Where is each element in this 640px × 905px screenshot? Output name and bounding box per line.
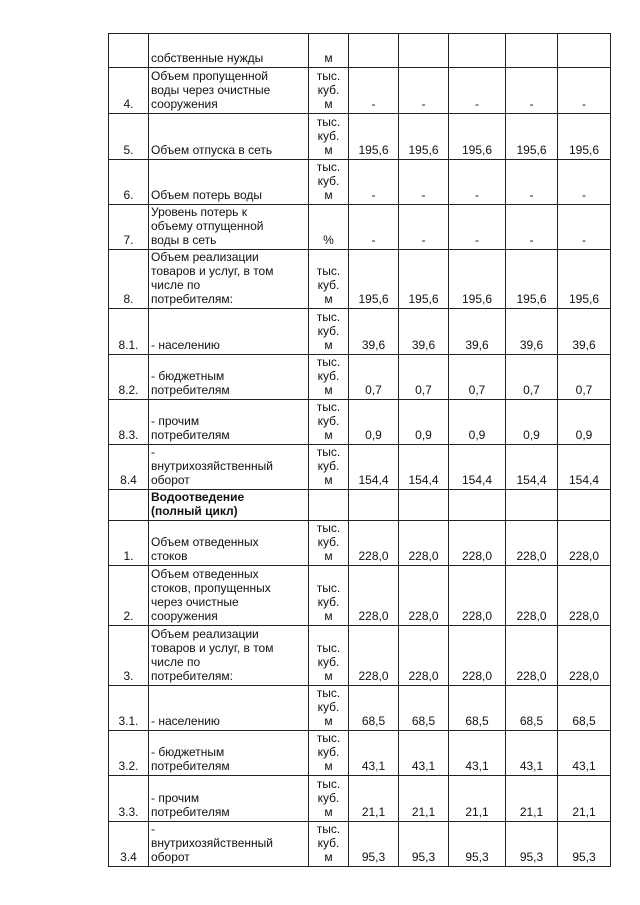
row-value [558, 490, 611, 521]
row-value: 154,4 [506, 445, 558, 490]
row-unit: м [309, 34, 349, 68]
row-value: 39,6 [349, 309, 399, 355]
table-row [109, 686, 611, 731]
row-value: 154,4 [558, 445, 611, 490]
row-value [558, 34, 611, 68]
row-value: 21,1 [349, 776, 399, 822]
table-row [109, 309, 611, 355]
row-unit: тыс. куб. м [309, 250, 349, 309]
row-value: 68,5 [449, 686, 506, 731]
row-value: 95,3 [506, 822, 558, 867]
row-number: 8.3. [109, 400, 149, 445]
row-value: - [506, 68, 558, 114]
row-unit [309, 490, 349, 521]
table-row [109, 822, 611, 867]
row-value: - [349, 68, 399, 114]
data-table [108, 33, 611, 867]
table-row [109, 250, 611, 309]
row-value: 228,0 [558, 521, 611, 566]
table-row [109, 355, 611, 400]
row-value: 0,7 [349, 355, 399, 400]
row-number: 5. [109, 114, 149, 160]
row-value: 0,7 [399, 355, 449, 400]
row-value: - [558, 68, 611, 114]
row-value: 195,6 [399, 250, 449, 309]
row-unit: тыс. куб. м [309, 445, 349, 490]
row-number: 8. [109, 250, 149, 309]
row-value: 228,0 [399, 566, 449, 626]
row-unit: тыс. куб. м [309, 355, 349, 400]
row-value: 21,1 [399, 776, 449, 822]
row-unit: % [309, 205, 349, 250]
row-unit: тыс. куб. м [309, 731, 349, 776]
row-value: 228,0 [506, 521, 558, 566]
row-value [349, 34, 399, 68]
row-value: 0,7 [449, 355, 506, 400]
row-value: 195,6 [449, 250, 506, 309]
row-name: - населению [149, 686, 309, 731]
row-name: Объем отведенных стоков [149, 521, 309, 566]
row-unit: тыс. куб. м [309, 566, 349, 626]
row-value: 68,5 [349, 686, 399, 731]
row-number: 4. [109, 68, 149, 114]
row-value: - [449, 160, 506, 205]
row-value: - [399, 205, 449, 250]
row-unit: тыс. куб. м [309, 626, 349, 686]
row-number: 3.1. [109, 686, 149, 731]
row-value [399, 34, 449, 68]
table-row [109, 776, 611, 822]
row-name: - прочим потребителям [149, 400, 309, 445]
row-number: 8.4 [109, 445, 149, 490]
row-number: 8.2. [109, 355, 149, 400]
row-number: 1. [109, 521, 149, 566]
table-row [109, 34, 611, 68]
row-value: 195,6 [449, 114, 506, 160]
row-value: 228,0 [506, 626, 558, 686]
row-unit: тыс. куб. м [309, 309, 349, 355]
row-value: 68,5 [558, 686, 611, 731]
row-value: 39,6 [558, 309, 611, 355]
row-value: - [449, 205, 506, 250]
row-value: 0,9 [558, 400, 611, 445]
row-value: - [558, 160, 611, 205]
row-value: 95,3 [349, 822, 399, 867]
table-row [109, 626, 611, 686]
row-number: 2. [109, 566, 149, 626]
row-value: 195,6 [506, 250, 558, 309]
row-value: 39,6 [399, 309, 449, 355]
row-value: 68,5 [399, 686, 449, 731]
row-unit: тыс. куб. м [309, 400, 349, 445]
row-value: 39,6 [506, 309, 558, 355]
table-row [109, 400, 611, 445]
row-number [109, 490, 149, 521]
row-name: Объем отведенных стоков, пропущенных через очистные сооружения [149, 566, 309, 626]
row-value: - [399, 160, 449, 205]
row-number: 3. [109, 626, 149, 686]
table-row [109, 566, 611, 626]
row-number: 7. [109, 205, 149, 250]
row-unit: тыс. куб. м [309, 160, 349, 205]
row-value: 228,0 [558, 626, 611, 686]
row-value: 43,1 [506, 731, 558, 776]
row-value: 228,0 [349, 566, 399, 626]
row-value: 154,4 [349, 445, 399, 490]
row-value: 95,3 [449, 822, 506, 867]
table-row [109, 68, 611, 114]
row-value: 228,0 [349, 521, 399, 566]
row-unit: тыс. куб. м [309, 114, 349, 160]
row-value: 39,6 [449, 309, 506, 355]
row-value [449, 34, 506, 68]
row-name: Объем потерь воды [149, 160, 309, 205]
row-name: - внутрихозяйственный оборот [149, 445, 309, 490]
row-value: 95,3 [399, 822, 449, 867]
row-unit: тыс. куб. м [309, 822, 349, 867]
row-value: 195,6 [558, 114, 611, 160]
row-value: 68,5 [506, 686, 558, 731]
table-row [109, 490, 611, 521]
row-value [399, 490, 449, 521]
row-unit: тыс. куб. м [309, 68, 349, 114]
row-name: Уровень потерь к объему отпущенной воды в сеть [149, 205, 309, 250]
row-name: собственные нужды [149, 34, 309, 68]
row-value [349, 490, 399, 521]
row-value: - [506, 205, 558, 250]
row-value: 195,6 [558, 250, 611, 309]
row-value: - [349, 205, 399, 250]
row-value: 228,0 [449, 566, 506, 626]
row-value: 0,7 [558, 355, 611, 400]
row-unit: тыс. куб. м [309, 521, 349, 566]
row-name: - прочим потребителям [149, 776, 309, 822]
row-value: 228,0 [506, 566, 558, 626]
row-value [449, 490, 506, 521]
row-value: 0,7 [506, 355, 558, 400]
row-number: 3.4 [109, 822, 149, 867]
row-value: - [558, 205, 611, 250]
table-row [109, 521, 611, 566]
row-value: 43,1 [449, 731, 506, 776]
row-name: - внутрихозяйственный оборот [149, 822, 309, 867]
row-value: 195,6 [349, 114, 399, 160]
row-value: 228,0 [449, 626, 506, 686]
row-name: Объем пропущенной воды через очистные сооружения [149, 68, 309, 114]
row-name: - населению [149, 309, 309, 355]
row-value [506, 34, 558, 68]
row-value: - [399, 68, 449, 114]
row-number [109, 34, 149, 68]
row-value: 154,4 [449, 445, 506, 490]
row-value: 0,9 [349, 400, 399, 445]
row-name: Объем реализации товаров и услуг, в том числе по потребителям: [149, 626, 309, 686]
row-value: - [449, 68, 506, 114]
row-value: 195,6 [349, 250, 399, 309]
row-value [506, 490, 558, 521]
row-value: 21,1 [449, 776, 506, 822]
row-value: 195,6 [399, 114, 449, 160]
row-value: 228,0 [449, 521, 506, 566]
row-value: - [506, 160, 558, 205]
row-unit: тыс. куб. м [309, 776, 349, 822]
row-value: 228,0 [558, 566, 611, 626]
row-value: 0,9 [399, 400, 449, 445]
table-row [109, 205, 611, 250]
table-row [109, 114, 611, 160]
section-header: Водоотведение (полный цикл) [149, 490, 309, 521]
row-name: - бюджетным потребителям [149, 731, 309, 776]
row-value: 195,6 [506, 114, 558, 160]
row-number: 3.2. [109, 731, 149, 776]
row-value: 154,4 [399, 445, 449, 490]
row-value: 0,9 [506, 400, 558, 445]
table-row [109, 445, 611, 490]
row-value: 43,1 [558, 731, 611, 776]
row-number: 3.3. [109, 776, 149, 822]
row-value: 228,0 [399, 521, 449, 566]
row-value: 228,0 [349, 626, 399, 686]
row-value: 21,1 [558, 776, 611, 822]
row-name: Объем отпуска в сеть [149, 114, 309, 160]
row-value: 43,1 [399, 731, 449, 776]
table-row [109, 731, 611, 776]
row-name: Объем реализации товаров и услуг, в том числе по потребителям: [149, 250, 309, 309]
row-value: 95,3 [558, 822, 611, 867]
row-value: 228,0 [399, 626, 449, 686]
row-value: 0,9 [449, 400, 506, 445]
row-value: 43,1 [349, 731, 399, 776]
row-number: 8.1. [109, 309, 149, 355]
row-number: 6. [109, 160, 149, 205]
row-value: - [349, 160, 399, 205]
row-unit: тыс. куб. м [309, 686, 349, 731]
row-name: - бюджетным потребителям [149, 355, 309, 400]
row-value: 21,1 [506, 776, 558, 822]
table-row [109, 160, 611, 205]
